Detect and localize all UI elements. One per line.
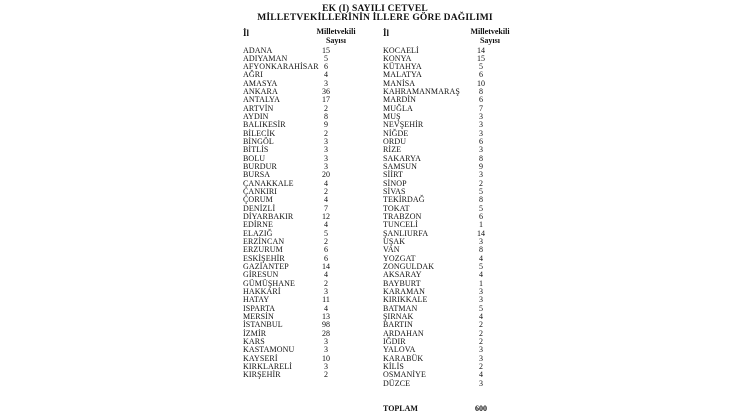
deputy-count: 2 (324, 128, 328, 138)
province-name: ADANA (243, 45, 273, 55)
deputy-count: 13 (322, 312, 330, 321)
province-name: IĞDIR (383, 336, 406, 346)
province-name: KONYA (383, 53, 412, 63)
province-name: ESKİŞEHİR (243, 253, 285, 263)
deputy-count: 3 (479, 128, 483, 138)
province-name: ANTALYA (243, 95, 281, 105)
deputy-count: 3 (479, 170, 483, 180)
province-name: EDİRNE (243, 220, 273, 230)
province-name: KAYSERİ (243, 353, 278, 363)
deputy-count: 4 (479, 253, 483, 263)
deputy-count: 11 (322, 295, 330, 305)
province-name: DİYARBAKIR (243, 212, 294, 222)
province-name: AFYONKARAHİSAR (243, 62, 319, 72)
province-name: BAYBURT (383, 278, 421, 288)
deputy-count: 36 (322, 87, 330, 97)
deputy-count: 8 (324, 112, 328, 122)
province-name: MERSİN (243, 312, 274, 321)
province-name: KARABÜK (383, 353, 424, 363)
deputy-count: 3 (324, 336, 328, 346)
province-name: GAZİANTEP (243, 262, 289, 272)
deputy-count: 14 (477, 45, 485, 55)
deputy-count: 3 (479, 120, 483, 130)
province-name: BİNGÖL (243, 137, 274, 147)
province-name: DENİZLİ (243, 203, 276, 213)
province-name: KAHRAMANMARAŞ (383, 87, 460, 97)
deputy-count: 2 (479, 178, 483, 188)
province-name: SİVAS (383, 187, 406, 197)
deputy-count: 15 (477, 53, 485, 63)
province-name: ERZİNCAN (243, 237, 285, 247)
deputy-count: 1 (479, 278, 483, 288)
deputy-count: 5 (479, 187, 483, 197)
document-title: EK (I) SAYILI CETVEL (322, 4, 428, 14)
deputy-count: 8 (479, 87, 483, 97)
deputy-count: 3 (479, 295, 483, 305)
province-name: HAKKARİ (243, 287, 281, 297)
deputy-count: 4 (324, 178, 328, 188)
deputy-count: 6 (479, 137, 483, 147)
deputy-count: 4 (479, 312, 483, 321)
deputy-count: 3 (479, 237, 483, 247)
province-name: KÜTAHYA (383, 62, 422, 72)
document-subtitle: MİLLETVEKİLLERİNİN İLLERE GÖRE DAĞILIMI (257, 13, 493, 23)
province-name: TUNCELİ (383, 220, 418, 230)
province-name: SİİRT (383, 170, 404, 180)
province-name: ŞANLIURFA (383, 228, 429, 238)
deputy-count: 10 (477, 78, 485, 88)
deputy-count: 4 (324, 195, 328, 205)
province-name: NEVŞEHİR (383, 120, 424, 130)
province-name: ORDU (383, 137, 407, 147)
total-value: 600 (475, 404, 487, 413)
deputy-count: 4 (324, 270, 328, 280)
deputy-count: 3 (324, 287, 328, 297)
deputy-count: 4 (324, 303, 328, 313)
province-name: KASTAMONU (243, 345, 295, 355)
deputy-count: 14 (477, 228, 485, 238)
deputy-count: 12 (322, 212, 330, 222)
province-name: HATAY (243, 295, 270, 305)
province-name: ÇANKIRI (243, 187, 278, 197)
deputy-count: 6 (479, 70, 483, 80)
total-label: TOPLAM (383, 404, 418, 413)
province-name: MALATYA (383, 70, 422, 80)
province-name: AĞRI (243, 70, 263, 80)
province-name: BATMAN (383, 303, 418, 313)
province-name: ANKARA (243, 87, 278, 97)
province-name: ZONGULDAK (383, 262, 435, 272)
province-name: KİLİS (383, 361, 404, 371)
province-name: KIRKLARELİ (243, 361, 292, 371)
header-deputy-count (305, 28, 367, 45)
province-name: ÇORUM (243, 195, 273, 205)
deputy-count: 3 (324, 137, 328, 147)
deputy-count: 2 (324, 278, 328, 288)
deputy-count: 4 (324, 220, 328, 230)
province-name: KOCAELİ (383, 45, 419, 55)
province-name: BALIKESİR (243, 120, 286, 130)
deputy-count: 8 (479, 153, 483, 163)
province-name: SAMSUN (383, 162, 417, 172)
deputy-count: 2 (324, 103, 328, 113)
deputy-count: 2 (479, 336, 483, 346)
deputy-count: 6 (479, 95, 483, 105)
province-name: AKSARAY (383, 270, 422, 280)
header-province: İl (383, 28, 390, 38)
province-name: GÜMÜŞHANE (243, 278, 296, 288)
province-name: BURDUR (243, 162, 277, 172)
deputy-count: 2 (324, 187, 328, 197)
header-deputy-line2: Sayısı (325, 35, 346, 45)
deputy-count: 3 (479, 145, 483, 155)
province-name: OSMANİYE (383, 370, 427, 380)
province-name: NİĞDE (383, 128, 409, 138)
province-name: AMASYA (243, 78, 278, 88)
deputy-count: 5 (479, 62, 483, 72)
deputy-count: 2 (324, 237, 328, 247)
deputy-count: 7 (324, 203, 328, 213)
province-name: BOLU (243, 153, 266, 163)
deputy-count: 20 (322, 170, 330, 180)
province-name: TOKAT (383, 203, 410, 213)
deputy-count: 14 (322, 262, 330, 272)
province-name: YOZGAT (383, 253, 416, 263)
header-deputy-line2: Sayısı (479, 35, 500, 45)
deputy-count: 2 (479, 320, 483, 330)
province-name: MUĞLA (383, 103, 413, 113)
deputy-count: 3 (324, 153, 328, 163)
province-name: İZMİR (243, 328, 267, 338)
province-name: TEKİRDAĞ (383, 195, 425, 205)
deputy-count: 10 (322, 353, 330, 363)
deputy-count: 6 (479, 212, 483, 222)
deputy-count: 3 (324, 162, 328, 172)
deputy-count: 1 (479, 220, 483, 230)
province-name: ADIYAMAN (243, 53, 288, 63)
header-deputy-count (459, 28, 521, 45)
deputy-count: 3 (324, 78, 328, 88)
deputy-count: 98 (322, 320, 330, 330)
header-deputy-line1: Milletvekili (470, 27, 510, 36)
deputy-count: 9 (479, 162, 483, 172)
province-name: TRABZON (383, 212, 422, 222)
deputy-count: 17 (322, 95, 330, 105)
deputy-count: 4 (479, 370, 483, 380)
deputy-count: 6 (324, 253, 328, 263)
province-name: BİLECİK (243, 128, 276, 138)
province-name: UŞAK (383, 237, 406, 247)
deputy-count: 3 (479, 345, 483, 355)
province-name: BİTLİS (243, 145, 269, 155)
province-name: ARTVİN (243, 103, 274, 113)
province-name: KIRIKKALE (383, 295, 428, 305)
deputy-count: 6 (324, 62, 328, 72)
province-name: KARAMAN (383, 287, 426, 297)
header-deputy-line1: Milletvekili (316, 27, 356, 36)
deputy-count: 5 (324, 53, 328, 63)
deputy-count: 3 (479, 112, 483, 122)
deputy-count: 5 (479, 303, 483, 313)
province-name: İSTANBUL (243, 320, 283, 330)
province-name: GİRESUN (243, 270, 279, 280)
province-name: KARS (243, 336, 265, 346)
province-name: MUŞ (383, 112, 401, 122)
deputy-count: 2 (479, 328, 483, 338)
deputy-count: 3 (324, 145, 328, 155)
deputy-count: 28 (322, 328, 330, 338)
province-name: RİZE (383, 145, 402, 155)
province-name: MANİSA (383, 78, 416, 88)
deputy-count: 4 (324, 70, 328, 80)
deputy-count: 5 (324, 228, 328, 238)
deputy-count: 9 (324, 120, 328, 130)
province-name: YALOVA (383, 345, 416, 355)
province-name: KIRŞEHİR (243, 370, 281, 380)
province-name: DÜZCE (383, 378, 411, 388)
deputy-count: 4 (479, 270, 483, 280)
deputy-count: 2 (324, 370, 328, 380)
deputy-count: 3 (479, 287, 483, 297)
province-name: BURSA (243, 170, 271, 180)
deputy-count: 8 (479, 245, 483, 255)
deputy-count: 3 (479, 353, 483, 363)
deputy-count: 3 (479, 378, 483, 388)
header-province: İl (243, 28, 250, 38)
deputy-count: 2 (479, 361, 483, 371)
province-name: ELAZIĞ (243, 228, 273, 238)
province-name: ISPARTA (243, 303, 276, 313)
deputy-count: 5 (479, 203, 483, 213)
deputy-count: 3 (324, 345, 328, 355)
province-name: AYDIN (243, 112, 269, 122)
province-name: ÇANAKKALE (243, 178, 294, 188)
deputy-count: 15 (322, 45, 330, 55)
province-name: BARTIN (383, 320, 413, 330)
deputy-count: 7 (479, 103, 483, 113)
deputy-count: 8 (479, 195, 483, 205)
deputy-count: 3 (324, 361, 328, 371)
deputy-count: 5 (479, 262, 483, 272)
province-name: ŞIRNAK (383, 312, 414, 321)
deputy-count: 6 (324, 245, 328, 255)
province-name: SAKARYA (383, 153, 422, 163)
province-name: SİNOP (383, 178, 407, 188)
province-name: VAN (383, 245, 400, 255)
province-name: ARDAHAN (383, 328, 424, 338)
province-name: MARDİN (383, 95, 417, 105)
province-name: ERZURUM (243, 245, 283, 255)
